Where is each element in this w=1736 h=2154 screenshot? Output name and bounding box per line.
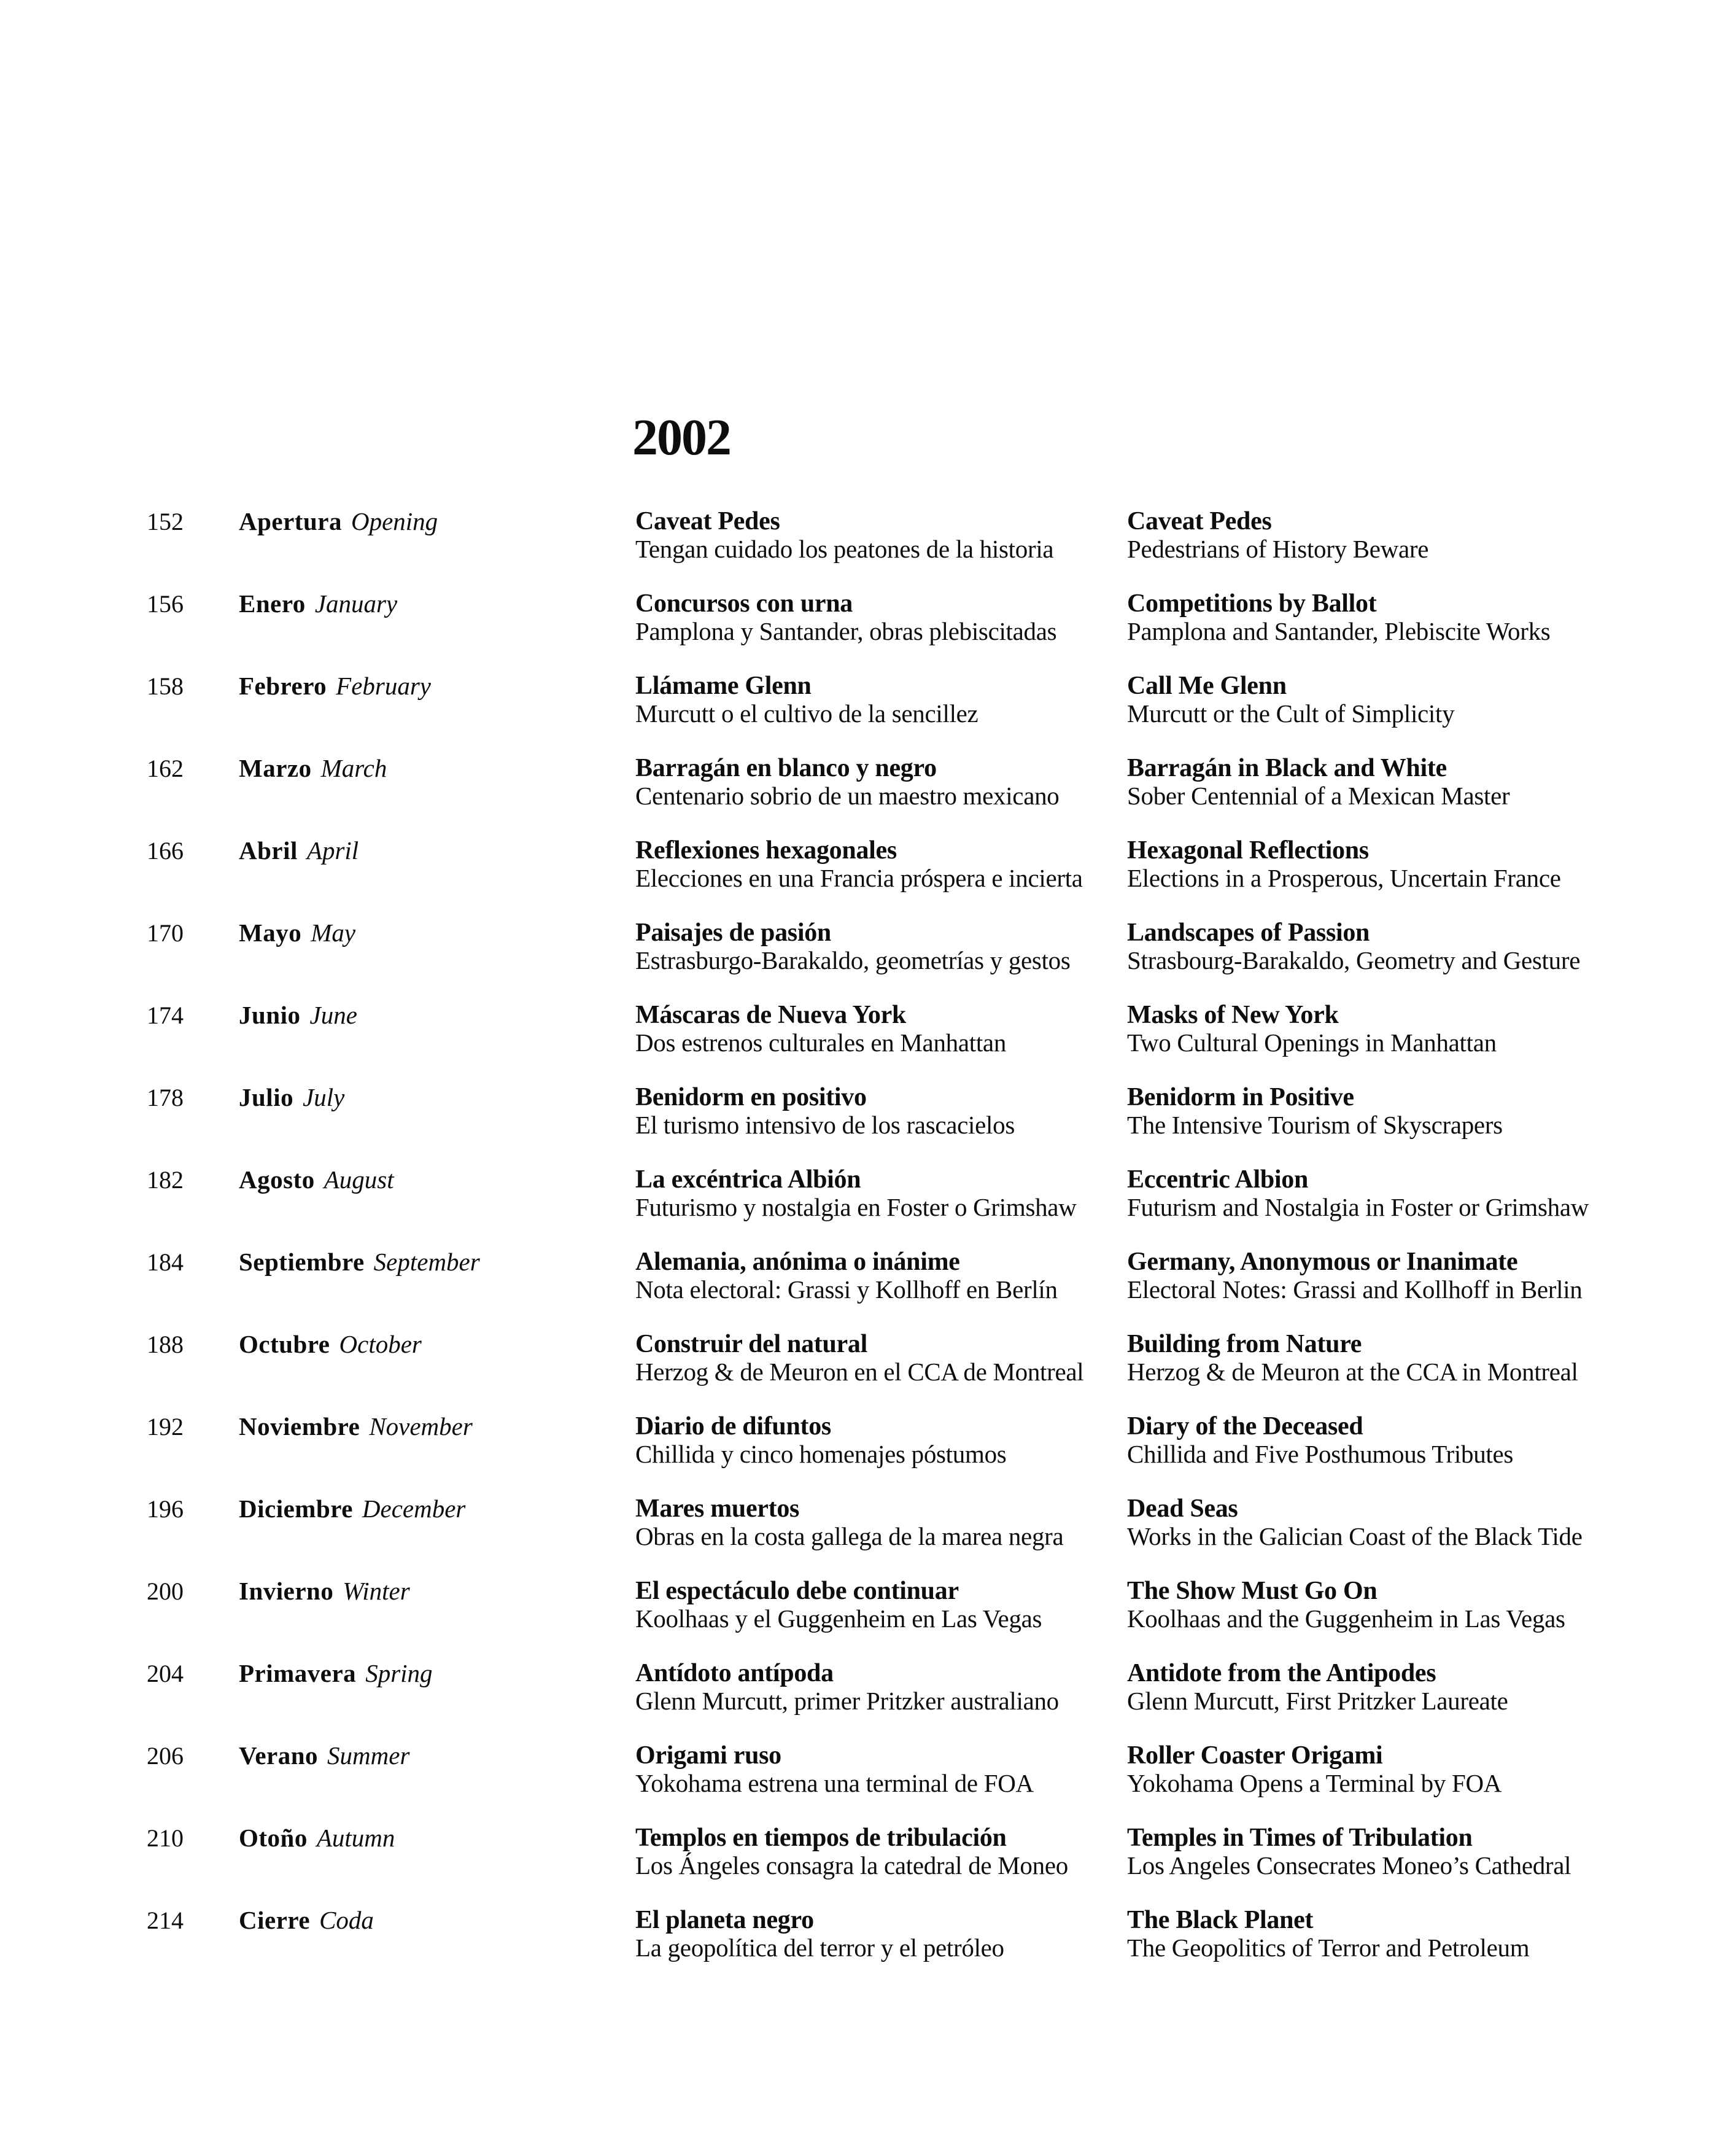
page-number: 204 [147, 1660, 184, 1687]
entry-spanish [635, 1907, 1004, 1962]
month-label [239, 1824, 395, 1852]
month-label [239, 1742, 409, 1770]
month-label [239, 1577, 410, 1605]
article-subtitle-english: The Intensive Tourism of Skyscrapers [1127, 1111, 1503, 1139]
article-title-english: Germany, Anonymous or Inanimate [1127, 1248, 1518, 1276]
month-spanish: Otoño [239, 1824, 308, 1852]
page-number: 206 [147, 1742, 184, 1770]
month-spanish: Junio [239, 1001, 301, 1029]
article-subtitle-english: The Geopolitics of Terror and Petroleum [1127, 1934, 1530, 1962]
article-title-spanish: Mares muertos [635, 1495, 800, 1523]
article-subtitle-spanish: Koolhaas y el Guggenheim en Las Vegas [635, 1604, 1042, 1633]
month-label [239, 1660, 433, 1687]
month-spanish: Diciembre [239, 1495, 353, 1523]
month-english: Winter [343, 1577, 410, 1605]
entry-english [1127, 1660, 1508, 1715]
entry-english [1127, 672, 1454, 728]
month-spanish: Febrero [239, 672, 327, 700]
month-english: March [320, 754, 387, 782]
page-number: 170 [147, 919, 184, 947]
page-number: 162 [147, 755, 184, 782]
article-title-spanish: Templos en tiempos de tribulación [635, 1824, 1007, 1852]
month-spanish: Septiembre [239, 1248, 365, 1276]
article-title-english: Building from Nature [1127, 1330, 1362, 1358]
month-spanish: Invierno [239, 1577, 334, 1605]
entry-english [1127, 1331, 1578, 1386]
month-english: Spring [365, 1659, 433, 1687]
article-title-english: Roller Coaster Origami [1127, 1741, 1383, 1770]
article-title-spanish: El planeta negro [635, 1906, 814, 1934]
month-english: July [303, 1083, 345, 1111]
article-subtitle-spanish: Herzog & de Meuron en el CCA de Montreal [635, 1358, 1084, 1386]
page-number: 178 [147, 1084, 184, 1111]
article-subtitle-english: Strasbourg-Barakaldo, Geometry and Gesture [1127, 946, 1581, 974]
month-label [239, 508, 438, 535]
month-english: February [336, 672, 432, 700]
article-title-english: Diary of the Deceased [1127, 1412, 1363, 1441]
article-subtitle-english: Los Angeles Consecrates Moneo’s Cathedral [1127, 1851, 1571, 1880]
article-title-english: The Black Planet [1127, 1906, 1314, 1934]
entry-spanish [635, 672, 978, 728]
month-spanish: Agosto [239, 1165, 315, 1194]
article-subtitle-english: Electoral Notes: Grassi and Kollhoff in Berlin [1127, 1275, 1583, 1304]
article-title-english: Competitions by Ballot [1127, 589, 1377, 618]
entry-english [1127, 1495, 1583, 1550]
page-number: 182 [147, 1166, 184, 1194]
page-number: 196 [147, 1495, 184, 1523]
article-subtitle-english: Elections in a Prosperous, Uncertain France [1127, 864, 1561, 892]
article-title-spanish: Reflexiones hexagonales [635, 836, 897, 865]
page-number: 158 [147, 672, 184, 700]
entry-english [1127, 837, 1561, 892]
month-label [239, 672, 431, 700]
article-title-spanish: Caveat Pedes [635, 507, 780, 535]
article-title-english: Caveat Pedes [1127, 507, 1272, 535]
page-number: 192 [147, 1413, 184, 1441]
month-english: Summer [327, 1741, 410, 1770]
article-title-spanish: Máscaras de Nueva York [635, 1001, 906, 1029]
entry-english [1127, 755, 1509, 810]
entry-english [1127, 1907, 1529, 1962]
article-title-english: Barragán in Black and White [1127, 754, 1447, 782]
article-subtitle-english: Works in the Galician Coast of the Black Tide [1127, 1522, 1583, 1550]
month-spanish: Primavera [239, 1659, 357, 1687]
page-number: 214 [147, 1907, 184, 1934]
article-title-english: Call Me Glenn [1127, 672, 1287, 700]
entry-spanish [635, 755, 1060, 810]
article-title-spanish: Paisajes de pasión [635, 919, 831, 947]
month-label [239, 1166, 394, 1194]
entry-english [1127, 1577, 1565, 1633]
article-subtitle-spanish: La geopolítica del terror y el petróleo [635, 1934, 1004, 1962]
page-number: 184 [147, 1248, 184, 1276]
entry-spanish [635, 837, 1083, 892]
article-subtitle-english: Futurism and Nostalgia in Foster or Grimshaw [1127, 1193, 1589, 1221]
article-subtitle-english: Herzog & de Meuron at the CCA in Montreal [1127, 1358, 1578, 1386]
month-english: Autumn [316, 1824, 395, 1852]
entry-english [1127, 1166, 1589, 1221]
entry-spanish [635, 1660, 1059, 1715]
article-subtitle-english: Chillida and Five Posthumous Tributes [1127, 1440, 1514, 1468]
month-spanish: Apertura [239, 507, 342, 535]
article-subtitle-spanish: Tengan cuidado los peatones de la historia [635, 535, 1054, 563]
month-label [239, 1413, 473, 1441]
article-title-spanish: Construir del natural [635, 1330, 867, 1358]
month-label [239, 590, 397, 618]
article-title-english: Dead Seas [1127, 1495, 1238, 1523]
entry-english [1127, 1248, 1583, 1304]
article-title-spanish: Benidorm en positivo [635, 1083, 867, 1111]
entry-english [1127, 1001, 1497, 1057]
month-english: Opening [351, 507, 438, 535]
entry-spanish [635, 1248, 1058, 1304]
entry-spanish [635, 1413, 1006, 1468]
article-subtitle-english: Sober Centennial of a Mexican Master [1127, 782, 1510, 810]
article-subtitle-spanish: Elecciones en una Francia próspera e incierta [635, 864, 1083, 892]
entry-spanish [635, 1742, 1034, 1797]
article-title-spanish: Origami ruso [635, 1741, 781, 1770]
month-spanish: Mayo [239, 919, 302, 947]
month-english: September [373, 1248, 480, 1276]
month-english: November [369, 1412, 473, 1441]
entry-spanish [635, 1001, 1006, 1057]
month-spanish: Julio [239, 1083, 294, 1111]
month-label [239, 1084, 344, 1111]
month-spanish: Enero [239, 589, 306, 618]
month-english: April [306, 836, 359, 865]
entry-english [1127, 1084, 1503, 1139]
article-subtitle-spanish: Los Ángeles consagra la catedral de Moneo [635, 1851, 1068, 1880]
article-title-spanish: Llámame Glenn [635, 672, 812, 700]
month-english: August [324, 1165, 394, 1194]
article-title-spanish: El espectáculo debe continuar [635, 1577, 959, 1605]
month-english: Coda [319, 1906, 374, 1934]
page-number: 188 [147, 1331, 184, 1358]
month-label [239, 1495, 465, 1523]
article-title-spanish: Antídoto antípoda [635, 1659, 834, 1687]
entry-english [1127, 1742, 1502, 1797]
article-subtitle-english: Murcutt or the Cult of Simplicity [1127, 699, 1455, 728]
entry-english [1127, 590, 1550, 645]
month-english: June [309, 1001, 357, 1029]
article-title-spanish: Barragán en blanco y negro [635, 754, 937, 782]
article-title-spanish: La excéntrica Albión [635, 1165, 861, 1194]
article-subtitle-spanish: Obras en la costa gallega de la marea negra [635, 1522, 1064, 1550]
article-subtitle-english: Two Cultural Openings in Manhattan [1127, 1028, 1497, 1057]
entry-spanish [635, 1166, 1077, 1221]
month-label [239, 919, 355, 947]
entry-spanish [635, 1495, 1063, 1550]
page-number: 152 [147, 508, 184, 535]
entry-spanish [635, 1824, 1068, 1880]
entry-english [1127, 508, 1428, 563]
entry-spanish [635, 1577, 1042, 1633]
entry-spanish [635, 508, 1053, 563]
article-title-english: Hexagonal Reflections [1127, 836, 1369, 865]
article-title-spanish: Diario de difuntos [635, 1412, 831, 1441]
article-title-english: Temples in Times of Tribulation [1127, 1824, 1473, 1852]
page-number: 210 [147, 1824, 184, 1852]
article-subtitle-spanish: Centenario sobrio de un maestro mexicano [635, 782, 1060, 810]
month-spanish: Noviembre [239, 1412, 360, 1441]
article-title-english: Masks of New York [1127, 1001, 1339, 1029]
page-title: 2002 [632, 409, 730, 466]
article-subtitle-spanish: Dos estrenos culturales en Manhattan [635, 1028, 1007, 1057]
entry-english [1127, 1413, 1513, 1468]
page-number: 156 [147, 590, 184, 618]
article-title-english: Eccentric Albion [1127, 1165, 1309, 1194]
article-subtitle-spanish: Yokohama estrena una terminal de FOA [635, 1769, 1034, 1797]
month-label [239, 1001, 357, 1029]
month-spanish: Marzo [239, 754, 312, 782]
month-english: May [311, 919, 356, 947]
month-spanish: Abril [239, 836, 298, 865]
month-label [239, 837, 358, 865]
entry-spanish [635, 1084, 1015, 1139]
page-number: 166 [147, 837, 184, 865]
article-subtitle-english: Pedestrians of History Beware [1127, 535, 1429, 563]
article-title-english: Antidote from the Antipodes [1127, 1659, 1436, 1687]
article-title-english: Landscapes of Passion [1127, 919, 1370, 947]
article-subtitle-english: Koolhaas and the Guggenheim in Las Vegas [1127, 1604, 1565, 1633]
article-title-spanish: Concursos con urna [635, 589, 853, 618]
entry-english [1127, 919, 1580, 974]
month-spanish: Verano [239, 1741, 319, 1770]
article-title-english: Benidorm in Positive [1127, 1083, 1354, 1111]
article-subtitle-spanish: Murcutt o el cultivo de la sencillez [635, 699, 978, 728]
month-english: January [314, 589, 398, 618]
month-spanish: Octubre [239, 1330, 330, 1358]
entry-spanish [635, 590, 1056, 645]
month-spanish: Cierre [239, 1906, 311, 1934]
article-subtitle-english: Yokohama Opens a Terminal by FOA [1127, 1769, 1502, 1797]
article-subtitle-spanish: El turismo intensivo de los rascacielos [635, 1111, 1015, 1139]
article-title-english: The Show Must Go On [1127, 1577, 1378, 1605]
article-subtitle-spanish: Estrasburgo-Barakaldo, geometrías y gestos [635, 946, 1071, 974]
article-subtitle-spanish: Futurismo y nostalgia en Foster o Grimshaw [635, 1193, 1077, 1221]
page-number: 200 [147, 1577, 184, 1605]
month-label [239, 755, 387, 782]
article-subtitle-english: Glenn Murcutt, First Pritzker Laureate [1127, 1687, 1508, 1715]
month-english: October [339, 1330, 422, 1358]
entry-english [1127, 1824, 1571, 1880]
month-label [239, 1331, 422, 1358]
article-subtitle-english: Pamplona and Santander, Plebiscite Works [1127, 617, 1551, 645]
article-title-spanish: Alemania, anónima o inánime [635, 1248, 960, 1276]
page-number: 174 [147, 1001, 184, 1029]
article-subtitle-spanish: Pamplona y Santander, obras plebiscitadas [635, 617, 1057, 645]
month-english: December [362, 1495, 466, 1523]
article-subtitle-spanish: Glenn Murcutt, primer Pritzker australiano [635, 1687, 1059, 1715]
article-subtitle-spanish: Nota electoral: Grassi y Kollhoff en Berlín [635, 1275, 1058, 1304]
article-subtitle-spanish: Chillida y cinco homenajes póstumos [635, 1440, 1007, 1468]
month-label [239, 1907, 374, 1934]
entry-spanish [635, 919, 1071, 974]
entry-spanish [635, 1331, 1083, 1386]
month-label [239, 1248, 480, 1276]
